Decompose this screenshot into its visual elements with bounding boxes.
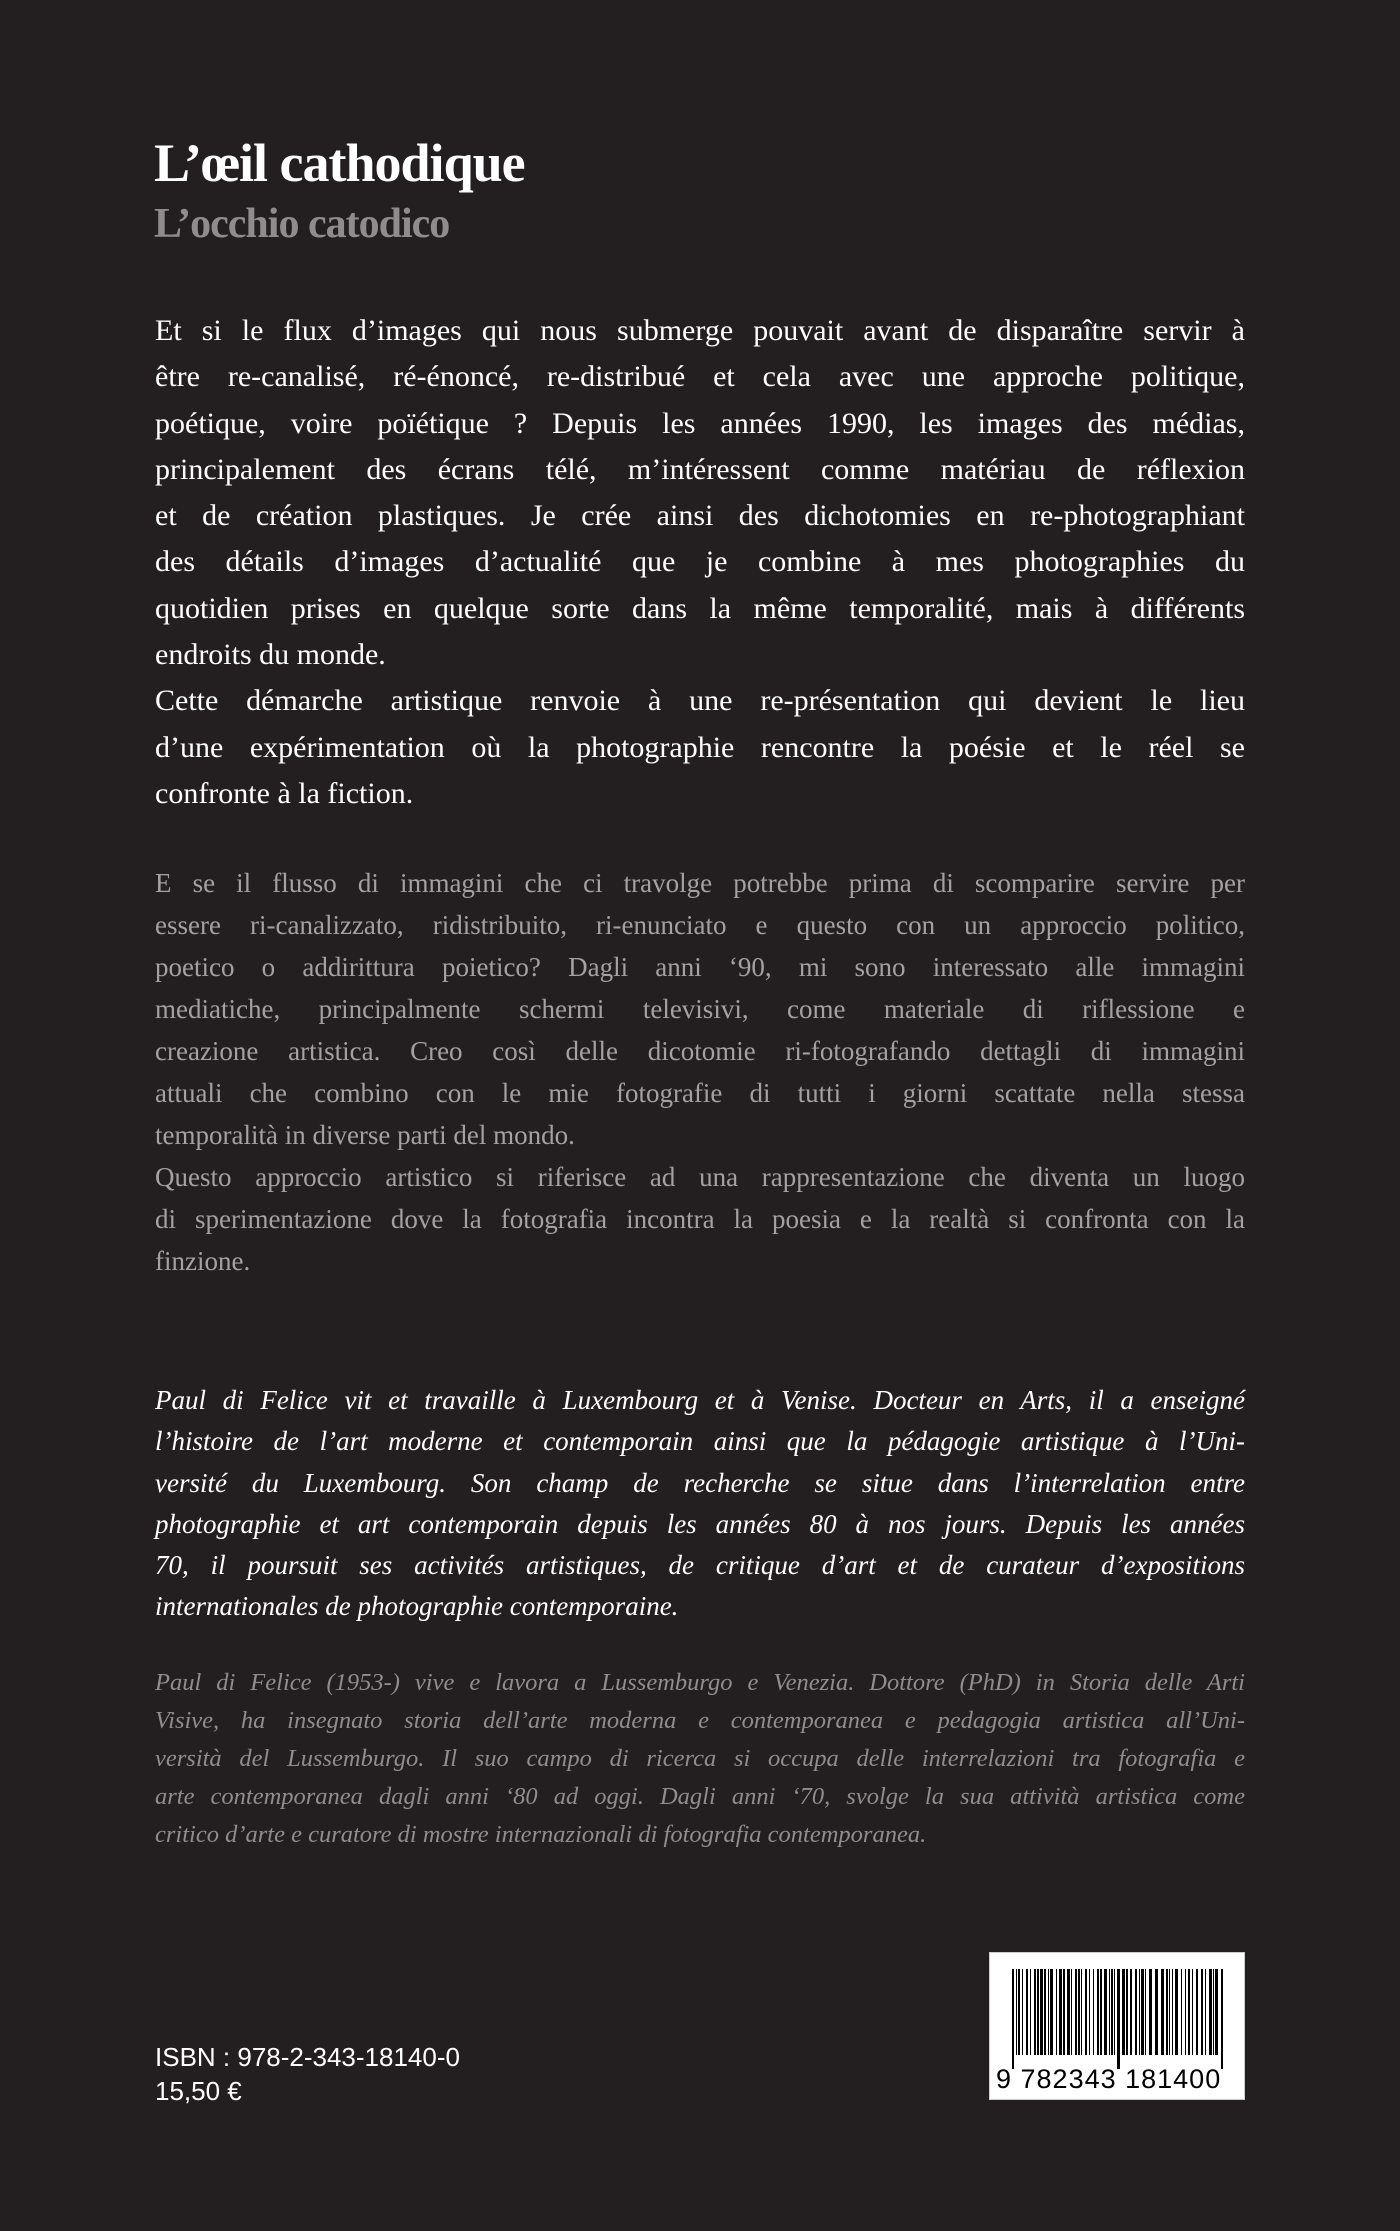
- text-line: versité du Luxembourg. Son champ de recherche se situe dans l’interrelation entre: [155, 1467, 1245, 1498]
- barcode-bar: [1067, 1969, 1070, 2055]
- barcode-bar: [1141, 1969, 1144, 2055]
- book-title: L’œil cathodique: [154, 133, 525, 193]
- text-line: Et si le flux d’images qui nous submerge pouvait avant de disparaître servir à: [155, 314, 1245, 347]
- description-italian: [155, 862, 1245, 1282]
- text-line: confronte à la fiction.: [155, 776, 414, 810]
- text-line: Questo approccio artistico si riferisce ad una rappresentazione che diventa un luogo: [155, 1162, 1245, 1192]
- barcode-bar: [1109, 1969, 1110, 2055]
- barcode-bar: [1111, 1969, 1113, 2055]
- barcode-bar: [1030, 1969, 1031, 2055]
- text-line: E se il flusso di immagini che ci travolge potrebbe prima di scomparire servire per: [155, 868, 1245, 898]
- barcode-bar: [1221, 1969, 1223, 2069]
- barcode-bar: [1185, 1969, 1186, 2055]
- barcode-bar: [1040, 1969, 1043, 2055]
- barcode-bar: [1075, 1969, 1077, 2055]
- barcode-bar: [1139, 1969, 1140, 2055]
- text-line: finzione.: [155, 1246, 251, 1276]
- description-french: [155, 308, 1245, 817]
- author-bio-french: [155, 1380, 1245, 1628]
- text-line: versità del Lussemburgo. Il suo campo di ricerca si occupa delle interrelazioni tra fotografia e: [155, 1745, 1245, 1772]
- barcode-bar: [1169, 1969, 1170, 2055]
- text-line: quotidien prises en quelque sorte dans la même temporalité, mais à différents: [155, 591, 1245, 625]
- barcode-bars: [1012, 1969, 1224, 2069]
- barcode-bar: [1085, 1969, 1087, 2055]
- barcode-bar: [1097, 1969, 1099, 2055]
- text-line: principalement des écrans télé, m’intéressent comme matériau de réflexion: [155, 452, 1245, 486]
- text-line: di sperimentazione dove la fotografia incontra la poesia e la realtà si confronta con la: [155, 1204, 1245, 1234]
- text-line: Cette démarche artistique renvoie à une re-présentation qui devient le lieu: [155, 684, 1245, 718]
- text-line: des détails d’images d’actualité que je combine à mes photographies du: [155, 545, 1245, 579]
- barcode-bar: [1037, 1969, 1039, 2055]
- text-line: essere ri-canalizzato, ridistribuito, ri-enunciato e questo con un approccio politico,: [155, 910, 1245, 940]
- barcode-bar: [1135, 1969, 1137, 2055]
- barcode-bar: [1012, 1969, 1014, 2069]
- barcode-bar: [1117, 1969, 1120, 2069]
- barcode-bar: [1122, 1969, 1125, 2055]
- text-line: arte contemporanea dagli anni ‘80 ad oggi. Dagli anni ‘70, svolge la sua attività artistica come: [155, 1783, 1245, 1810]
- barcode-bar: [1063, 1969, 1065, 2055]
- barcode-bar: [1175, 1969, 1178, 2055]
- text-line: temporalità in diverse parti del mondo.: [155, 1120, 575, 1150]
- price: 15,50 €: [155, 2076, 242, 2106]
- barcode-digits: 9 782343 181400: [996, 2064, 1222, 2094]
- text-line: Visive, ha insegnato storia dell’arte moderna e contemporanea e pedagogia artistica all’Uni-: [155, 1707, 1245, 1734]
- barcode-bar: [1149, 1969, 1152, 2055]
- barcode-bar: [1205, 1969, 1206, 2055]
- barcode-bar: [1192, 1969, 1193, 2055]
- isbn-number: ISBN : 978-2-343-18140-0: [155, 2042, 460, 2072]
- barcode-bar: [1100, 1969, 1102, 2055]
- barcode-bar: [1044, 1969, 1046, 2055]
- text-line: d’une expérimentation où la photographie rencontre la poésie et le réel se: [155, 730, 1245, 764]
- barcode-bar: [1126, 1969, 1128, 2055]
- text-line: critico d’arte e curatore di mostre internazionali di fotografia contemporanea.: [155, 1821, 927, 1848]
- barcode-bar: [1056, 1969, 1057, 2055]
- text-line: attuali che combino con le mie fotografie di tutti i giorni scattate nella stessa: [155, 1078, 1245, 1108]
- text-line: être re-canalisé, ré-énoncé, re-distribué et cela avec une approche politique,: [155, 360, 1245, 394]
- barcode-bar: [1196, 1969, 1198, 2055]
- barcode-bar: [1018, 1969, 1020, 2055]
- text-line: et de création plastiques. Je crée ainsi des dichotomies en re-photographiant: [155, 499, 1245, 533]
- barcode-bar: [1059, 1969, 1062, 2055]
- barcode-bar: [1172, 1969, 1173, 2055]
- barcode-bar: [1081, 1969, 1082, 2055]
- text-line: 70, il poursuit ses activités artistiques, de critique d’art et de curateur d’expositions: [155, 1550, 1245, 1581]
- book-subtitle-italian: L’occhio catodico: [154, 201, 450, 247]
- barcode-bar: [1181, 1969, 1182, 2055]
- barcode-bar: [1130, 1969, 1132, 2055]
- text-line: endroits du monde.: [155, 638, 386, 672]
- barcode-bar: [1201, 1969, 1203, 2055]
- author-bio-italian: [155, 1664, 1245, 1854]
- text-line: creazione artistica. Creo così delle dicotomie ri-fotografando dettagli di immagini: [155, 1036, 1245, 1066]
- barcode-bar: [1022, 1969, 1023, 2055]
- barcode-bar: [1048, 1969, 1049, 2055]
- text-line: poetico o addirittura poietico? Dagli anni ‘90, mi sono interessato alle immagini: [155, 952, 1245, 982]
- barcode-bar: [1071, 1969, 1072, 2055]
- barcode-bar: [1145, 1969, 1146, 2055]
- barcode-bar: [1026, 1969, 1028, 2055]
- barcode-bar: [1089, 1969, 1090, 2055]
- text-line: poétique, voire poïétique ? Depuis les années 1990, les images des médias,: [155, 406, 1245, 440]
- publication-info: [155, 2040, 460, 2108]
- barcode-bar: [1016, 1969, 1017, 2055]
- text-line: Paul di Felice vit et travaille à Luxembourg et à Venise. Docteur en Arts, il a enseigné: [155, 1385, 1245, 1415]
- barcode-bar: [1209, 1969, 1212, 2055]
- barcode: [989, 1952, 1245, 2100]
- text-line: Paul di Felice (1953-) vive e lavora a Lussemburgo e Venezia. Dottore (PhD) in Storia delle Arti: [155, 1669, 1245, 1696]
- barcode-bar: [1114, 1969, 1115, 2055]
- barcode-bar: [1213, 1969, 1214, 2055]
- text-line: internationales de photographie contemporaine.: [155, 1591, 679, 1622]
- barcode-bar: [1155, 1969, 1158, 2055]
- barcode-bar: [1161, 1969, 1164, 2055]
- barcode-bar: [1093, 1969, 1094, 2055]
- barcode-bar: [1188, 1969, 1190, 2055]
- barcode-bar: [1104, 1969, 1107, 2055]
- barcode-bar: [1034, 1969, 1036, 2055]
- barcode-bar: [1166, 1969, 1168, 2055]
- text-line: mediatiche, principalmente schermi televisivi, come materiale di riflessione e: [155, 994, 1245, 1024]
- barcode-bar: [1050, 1969, 1053, 2055]
- text-line: l’histoire de l’art moderne et contemporain ainsi que la pédagogie artistique à l’Uni-: [155, 1426, 1245, 1457]
- text-line: photographie et art contemporain depuis les années 80 à nos jours. Depuis les années: [155, 1508, 1245, 1539]
- barcode-bar: [1078, 1969, 1080, 2055]
- barcode-bar: [1215, 1969, 1218, 2055]
